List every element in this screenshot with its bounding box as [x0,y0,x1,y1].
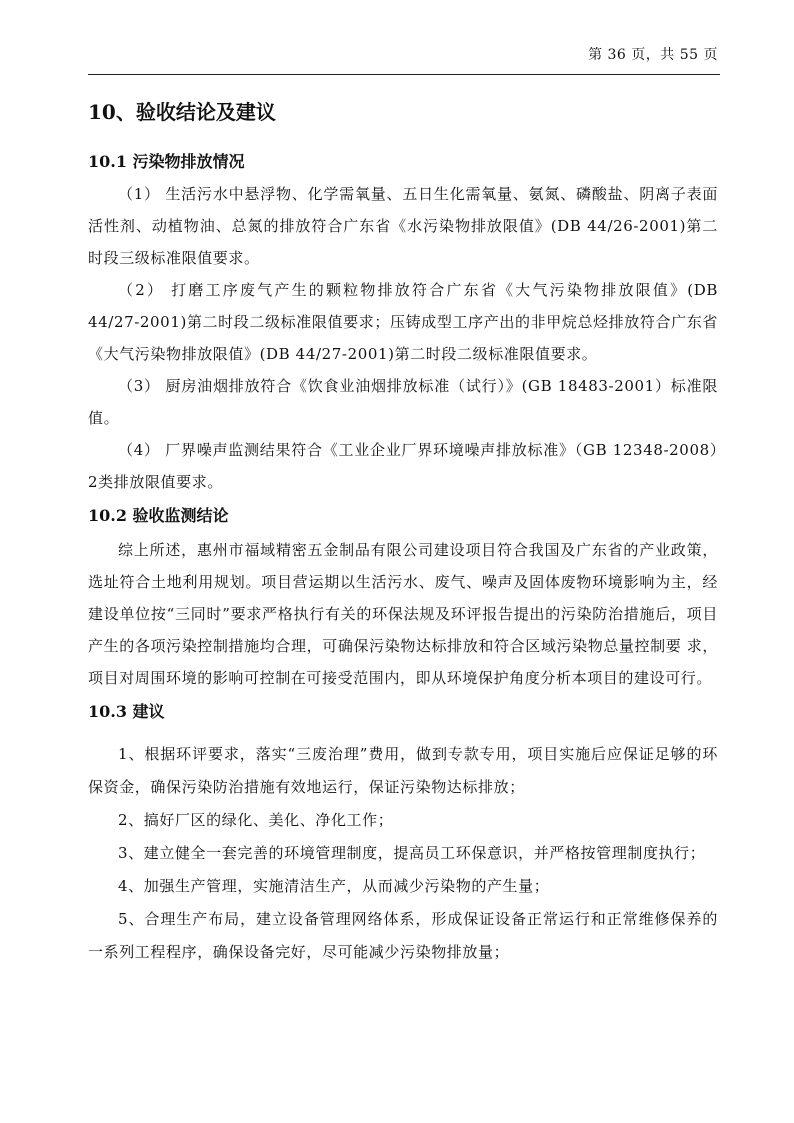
chapter-title: 10、验收结论及建议 [88,100,276,124]
document-body [88,88,718,969]
paragraph: （1） 生活污水中悬浮物、化学需氧量、五日生化需氧量、氨氮、磷酸盐、阴离子表面活性剂、动植物油、总氮的排放符合广东省《水污染物排放限值》(DB 44/26-2001)第二时段三级标准限值要求。 [88,185,718,267]
section-monitoring-conclusion [88,534,718,694]
section-heading-pollutant-discharge: 10.1 污染物排放情况 [88,152,245,171]
paragraph: （3） 厨房油烟排放符合《饮食业油烟排放标准（试行）》(GB 18483-2001）标准限值。 [88,377,718,427]
paragraph: （4） 厂界噪声监测结果符合《工业企业厂界环境噪声排放标准》（GB 12348-2008）2类排放限值要求。 [88,441,718,491]
section-heading-recommendations: 10.3 建议 [88,702,165,721]
page-number-header: 第 36 页，共 55 页 [588,47,718,63]
list-item: 4、加强生产管理，实施清洁生产，从而减少污染物的产生量； [118,877,550,895]
list-item: 5、合理生产布局，建立设备管理网络体系，形成保证设备正常运行和正常维修保养的一系列工程程序，确保设备完好，尽可能减少污染物排放量； [88,910,718,961]
section-recommendations [88,738,718,969]
section-pollutant-discharge [88,178,718,498]
paragraph: （2） 打磨工序废气产生的颗粒物排放符合广东省《大气污染物排放限值》(DB 44/27-2001)第二时段二级标准限值要求；压铸成型工序产出的非甲烷总烃排放符合广东省《大气污染物排放限值》(DB 44/27-2001)第二时段二级标准限值要求。 [88,281,718,363]
list-item: 3、建立健全一套完善的环境管理制度，提高员工环保意识，并严格按管理制度执行； [118,844,706,862]
list-item: 2、搞好厂区的绿化、美化、净化工作； [118,811,394,829]
list-item: 1、根据环评要求，落实“三废治理”费用，做到专款专用，项目实施后应保证足够的环保资金，确保污染防治措施有效地运行，保证污染物达标排放； [88,745,718,796]
header-divider [88,74,720,75]
paragraph: 综上所述，惠州市福域精密五金制品有限公司建设项目符合我国及广东省的产业政策，选址符合土地利用规划。项目营运期以生活污水、废气、噪声及固体废物环境影响为主，经建设单位按“三同时”要求严格执行有关的环保法规及环评报告提出的污染防治措施后，项目产生的各项污染控制措施均合理，可确保污染物达标排放和符合区域污染物总量控制要 求，项目对周围环境的影响可控制在可接受范围内，即从环境保护角度分析本项目的建设可行。 [88,541,718,687]
section-heading-monitoring-conclusion: 10.2 验收监测结论 [88,506,229,525]
